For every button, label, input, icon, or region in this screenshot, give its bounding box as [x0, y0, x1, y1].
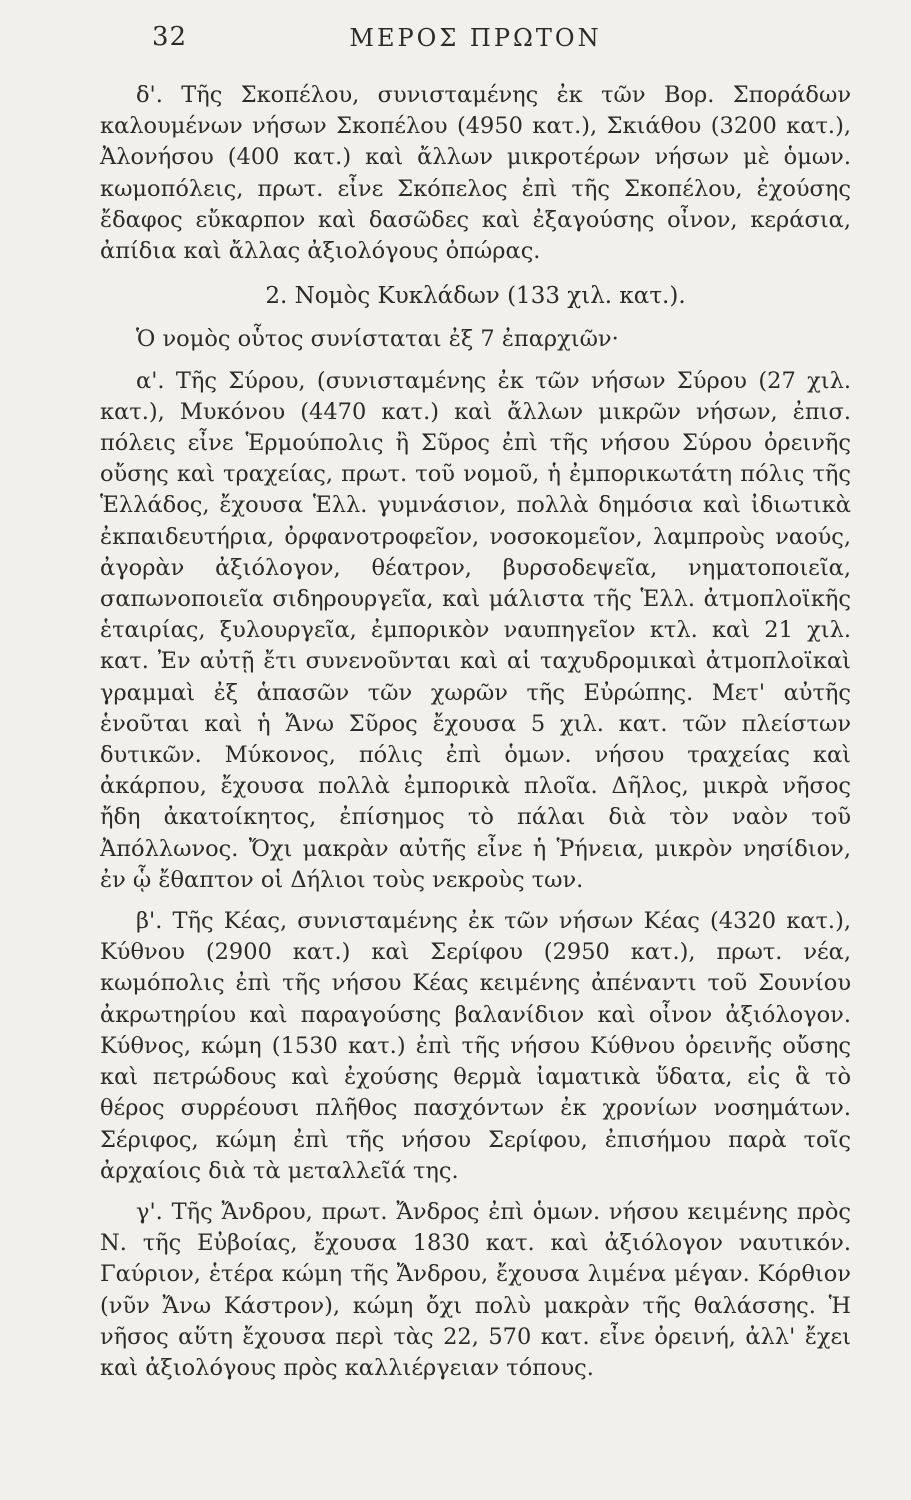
paragraph-alpha-syros: α'. Τῆς Σύρου, (συνισταμένης ἐκ τῶν νήσων Σύρου (27 χιλ. κατ.), Μυκόνου (4470 κατ.) καὶ ἄλλων μικρῶν νήσων, ἐπισ. πόλεις εἶνε Ἑρμούπολις ἢ Σῦρος ἐπὶ τῆς νήσου Σύρου ὀρεινῆς οὔσης καὶ τραχείας, πρωτ. τοῦ νομοῦ, ἡ ἐμπορικωτάτη πόλις τῆς Ἑλλάδος, ἔχουσα Ἑλλ. γυμνάσιον, πολλὰ δημόσια καὶ ἰδιωτικὰ ἐκπαιδευτήρια, ὀρφανοτροφεῖον, νοσοκομεῖον, λαμπροὺς ναούς, ἀγορὰν ἀξιόλογον, θέατρον, βυρσοδεψεῖα, νηματοποιεῖα, σαπωνοποιεῖα σιδηρουργεῖα, καὶ μάλιστα τῆς Ἑλλ. ἀτμοπλοϊκῆς ἑταιρίας, ξυλουργεῖα, ἐμπορικὸν ναυπηγεῖον κτλ. καὶ 21 χιλ. κατ. Ἐν αὐτῇ ἔτι συνενοῦνται καὶ αἱ ταχυδρομικαὶ ἀτμοπλοϊκαὶ γραμμαὶ ἐξ ἁπασῶν τῶν χωρῶν τῆς Εὐρώπης. Μετ' αὐτῆς ἑνοῦται καὶ ἡ Ἄνω Σῦρος ἔχουσα 5 χιλ. κατ. τῶν πλείστων δυτικῶν. Μύκονος, πόλις ἐπὶ ὁμων. νήσου τραχείας καὶ ἀκάρπου, ἔχουσα πολλὰ ἐμπορικὰ πλοῖα. Δῆλος, μικρὰ νῆσος ἤδη ἀκατοίκητος, ἐπίσημος τὸ πάλαι διὰ τὸν ναὸν τοῦ Ἀπόλλωνος. Ὄχι μακρὰν αὐτῆς εἶνε ἡ Ῥήνεια, μικρὸν νησίδιον, ἐν ᾧ ἔθαπτον οἱ Δήλιοι τοὺς νεκροὺς των.	[100, 367, 851, 893]
section-heading-cyclades: 2. Νομὸς Κυκλάδων (133 χιλ. κατ.).	[265, 283, 686, 310]
section-intro: Ὁ νομὸς οὗτος συνίσταται ἐξ 7 ἐπαρχιῶν·	[136, 326, 619, 353]
running-title: ΜΕΡΟΣ ΠΡΩΤΟΝ	[349, 24, 602, 52]
paragraph-delta-skopelos: δ'. Τῆς Σκοπέλου, συνισταμένης ἐκ τῶν Βορ. Σποράδων καλουμένων νήσων Σκοπέλου (4950 κατ.), Σκιάθου (3200 κατ.), Ἀλονήσου (400 κατ.) καὶ ἄλλων μικροτέρων νήσων μὲ ὁμων. κωμοπόλεις, πρωτ. εἶνε Σκόπελος ἐπὶ τῆς Σκοπέλου, ἐχούσης ἔδαφος εὔκαρπον καὶ δασῶδες καὶ ἐξαγούσης οἶνον, κεράσια, ἀπίδια καὶ ἄλλας ἀξιολόγους ὀπώρας.	[100, 82, 851, 265]
paragraph-beta-kea: β'. Τῆς Κέας, συνισταμένης ἐκ τῶν νήσων Κέας (4320 κατ.), Κύθνου (2900 κατ.) καὶ Σερίφου (2950 κατ.), πρωτ. νέα, κωμόπολις ἐπὶ τῆς νήσου Κέας κειμένης ἀπέναντι τοῦ Σουνίου ἀκρωτηρίου καὶ παραγούσης βαλανίδιον καὶ οἶνον ἀξιόλογον. Κύθνος, κώμη (1530 κατ.) ἐπὶ τῆς νήσου Κύθνου ὀρεινῆς οὔσης καὶ πετρώδους καὶ ἐχούσης θερμὰ ἰαματικὰ ὕδατα, εἰς ἃ τὸ θέρος συρρέουσι πλῆθος πασχόντων ἐκ χρονίων νοσημάτων. Σέριφος, κώμη ἐπὶ τῆς νήσου Σερίφου, ἐπισήμου παρὰ τοῖς ἀρχαίοις διὰ τὰ μεταλλεῖά της.	[100, 908, 851, 1184]
main-text	[100, 80, 851, 1384]
paragraph-gamma-andros: γ'. Τῆς Ἄνδρου, πρωτ. Ἄνδρος ἐπὶ ὁμων. νήσου κειμένης πρὸς Ν. τῆς Εὐβοίας, ἔχουσα 1830 κατ. καὶ ἀξιόλογον ναυτικόν. Γαύριον, ἑτέρα κώμη τῆς Ἄνδρου, ἔχουσα λιμένα μέγαν. Κόρθιον (νῦν Ἄνω Κάστρον), κώμη ὄχι πολὺ μακρὰν τῆς θαλάσσης. Ἡ νῆσος αὕτη ἔχουσα περὶ τὰς 22, 570 κατ. εἶνε ὀρεινή, ἀλλ' ἔχει καὶ ἀξιολόγους πρὸς καλλιέργειαν τόπους.	[100, 1198, 851, 1381]
running-head	[100, 22, 851, 62]
page-number: 32	[152, 22, 188, 52]
